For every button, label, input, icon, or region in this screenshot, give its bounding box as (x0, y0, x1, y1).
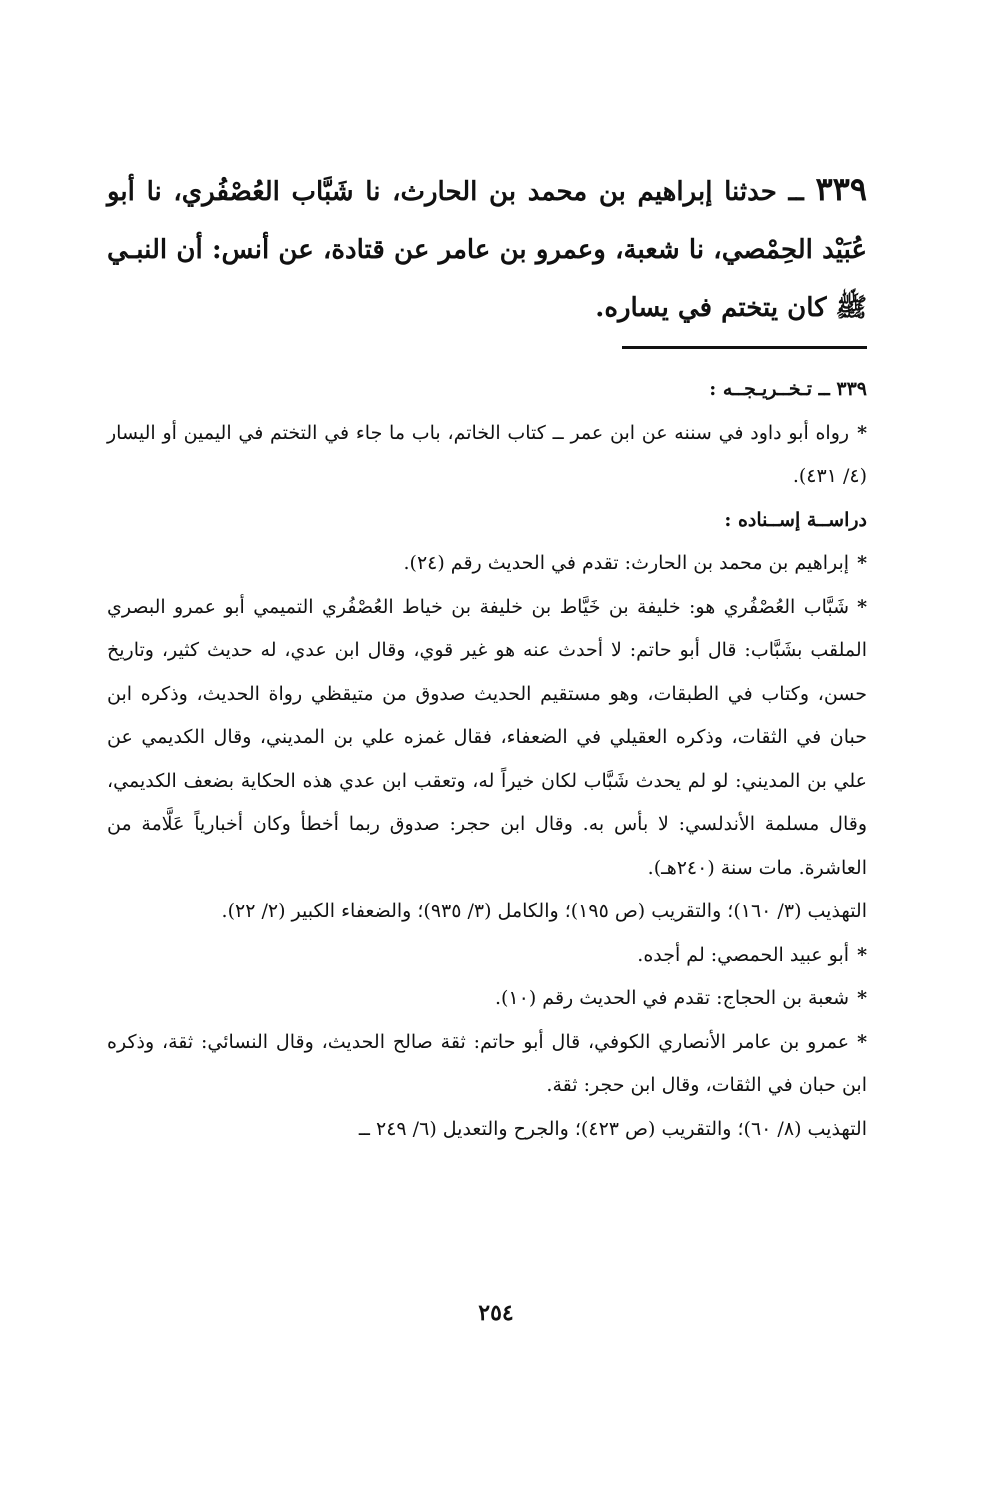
narrator-references: التهذيب (٨/ ٦٠)؛ والتقريب (ص ٤٢٣)؛ والجرح والتعديل (٦/ ٢٤٩ ــ (358, 1117, 867, 1140)
takhrij-heading-title: تـخــريـجــه : (709, 378, 812, 400)
bullet-marker: * (857, 421, 867, 444)
footnote-divider (622, 346, 867, 349)
narrator-references: التهذيب (٣/ ١٦٠)؛ والتقريب (ص ١٩٥)؛ والكامل (٣/ ٩٣٥)؛ والضعفاء الكبير (٢/ ٢٢). (221, 900, 867, 922)
page-number: ٢٥٤ (478, 1300, 514, 1326)
bullet-marker: * (857, 552, 867, 574)
takhrij-heading-number: ٣٣٩ ــ (818, 378, 867, 400)
hadith-number: ٣٣٩ (815, 170, 867, 208)
narrator-item (107, 934, 867, 978)
bullet-marker: * (857, 987, 867, 1009)
narrator-text: شعبة بن الحجاج: تقدم في الحديث رقم (١٠). (494, 987, 850, 1009)
hadith-text-block (107, 160, 867, 337)
narrator-item (107, 542, 867, 586)
bullet-marker: * (857, 595, 867, 618)
narrator-item (107, 977, 867, 1021)
narrator-item (107, 1021, 867, 1108)
dirasa-heading: دراســة إســناده : (724, 508, 867, 531)
footnotes-block (107, 368, 867, 1151)
hadith-body: ــ حدثنا إبراهيم بن محمد بن الحارث، نا شَبَّاب العُصْفُري، نا أبو عُبَيْد الحِمْصي، نا شعبة، وعمرو بن عامر عن قتادة، عن أنس: أن النبـي ﷺ كان يتختم في يساره. (107, 177, 867, 323)
bullet-marker: * (857, 1030, 867, 1053)
takhrij-text: رواه أبو داود في سننه عن ابن عمر ــ كتاب الخاتم، باب ما جاء في التختم في اليمين أو اليسار (٤/ ٤٣١). (107, 421, 867, 487)
bullet-marker: * (857, 943, 867, 966)
takhrij-heading (107, 368, 867, 412)
narrator-item (107, 586, 867, 891)
narrator-text: أبو عبيد الحمصي: لم أجده. (637, 943, 850, 966)
takhrij-paragraph (107, 412, 867, 499)
narrator-text: إبراهيم بن محمد بن الحارث: تقدم في الحديث رقم (٢٤). (403, 552, 850, 574)
narrator-text: عمرو بن عامر الأنصاري الكوفي، قال أبو حاتم: ثقة صالح الحديث، وقال النسائي: ثقة، وذكره ابن حبان في الثقات، وقال ابن حجر: ثقة. (107, 1030, 867, 1096)
narrator-text: شَبَّاب العُصْفُري هو: خليفة بن خَيَّاط بن خليفة بن خياط العُصْفُري التميمي أبو عمرو البصري الملقب بشَبَّاب: قال أبو حاتم: لا أحدث عنه هو غير قوي، وقال ابن عدي، له حديث كثير، وتاريخ حسن، وكتاب في الطبقات، وهو مستقيم الحديث صدوق من متيقظي رواة الحديث، وذكره ابن حبان في الثقات، وذكره العقيلي في الضعفاء، فقال غمزه علي بن المديني، وقال الكديمي عن علي بن المديني: لو لم يحدث شَبَّاب لكان خيراً له، وتعقب ابن عدي هذه الحكاية بضعف الكديمي، وقال مسلمة الأندلسي: لا بأس به. وقال ابن حجر: صدوق ربما أخطأ وكان أخبارياً عَلَّامة من العاشرة. مات سنة (٢٤٠هـ). (107, 595, 867, 879)
